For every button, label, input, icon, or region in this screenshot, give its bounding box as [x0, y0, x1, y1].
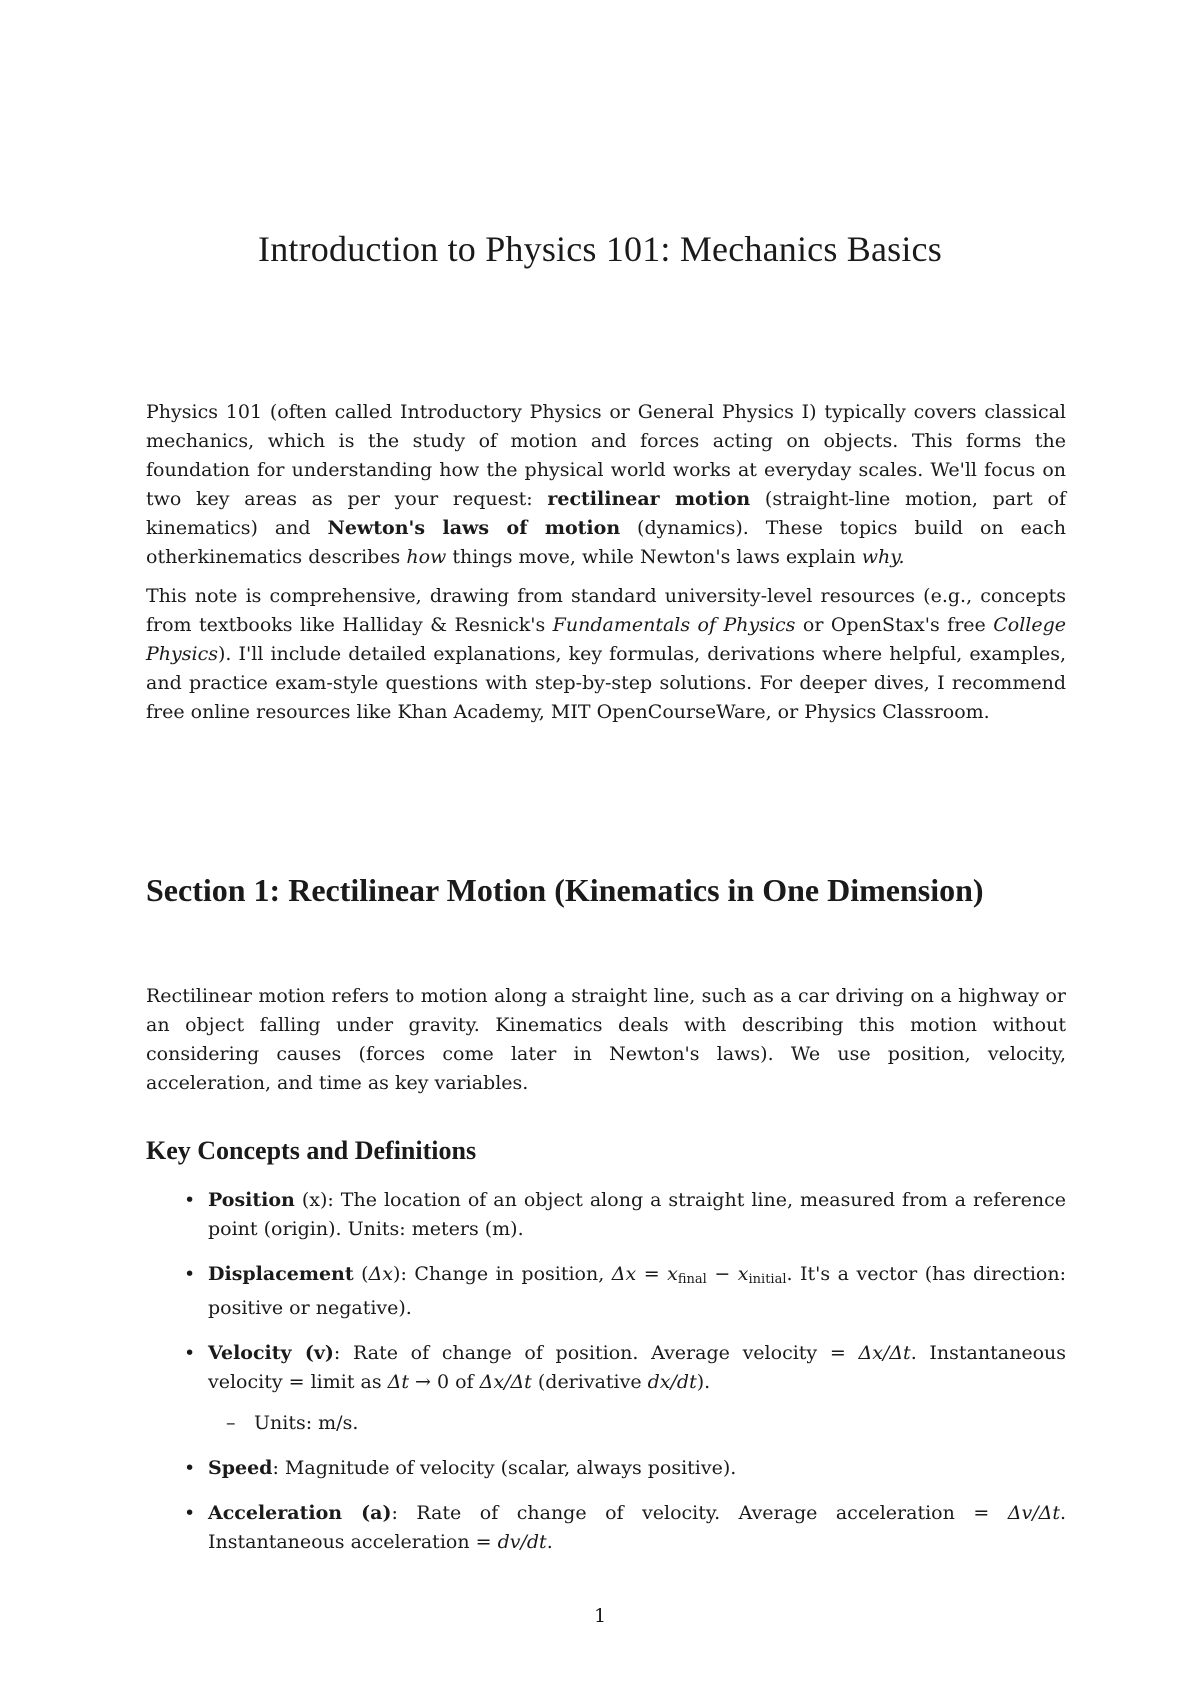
symbol-displacement: Δx	[368, 1263, 394, 1285]
velocity-sub-list	[208, 1409, 1066, 1438]
list-item-position	[146, 1186, 1066, 1244]
emphasis-newtons-laws: Newton's laws of motion	[327, 517, 621, 539]
intro-p1-text-a: Physics 101 (often called Introductory Physics or General Physics I) typically covers classical mechanics, which is the study of motion and forces acting on objects. This forms the foundation for understanding how the physical world works at everyday scales. We'll focus on two key areas as per your request:	[146, 401, 1066, 510]
term-speed: Speed	[208, 1457, 273, 1479]
definition-velocity-e: ).	[696, 1371, 711, 1393]
intro-p1-text-c: (straight-line motion, part of kinematics) and	[146, 488, 1066, 539]
key-concepts-heading: Key Concepts and Definitions	[146, 1136, 477, 1165]
key-concepts-list	[146, 1186, 1066, 1573]
math-x-final: x	[667, 1263, 678, 1285]
paren-open: (	[353, 1263, 369, 1285]
bullet-icon: •	[184, 1502, 196, 1524]
symbol-velocity: (v)	[291, 1342, 334, 1364]
math-derivative-dx-dt: dx/dt	[647, 1371, 697, 1393]
intro-p1-text-d: (dynamics). These topics build on each otherkinematics describes	[146, 517, 1066, 568]
bullet-icon: •	[184, 1457, 196, 1479]
math-avg-velocity: Δx/Δt	[858, 1342, 911, 1364]
dash-icon: –	[226, 1412, 236, 1434]
document-title: Introduction to Physics 101: Mechanics Basics	[258, 229, 942, 269]
intro-paragraph-2	[146, 582, 1066, 727]
intro-section	[146, 398, 1066, 737]
definition-acceleration-a: : Rate of change of velocity. Average acceleration =	[391, 1502, 1008, 1524]
list-item-velocity	[146, 1339, 1066, 1438]
math-minus: −	[706, 1263, 738, 1285]
intro-paragraph-1	[146, 398, 1066, 572]
definition-displacement-a: : Change in position,	[400, 1263, 612, 1285]
math-delta-t: Δt	[387, 1371, 409, 1393]
bullet-icon: •	[184, 1263, 196, 1285]
subscript-final: final	[677, 1272, 707, 1287]
italic-how: how	[406, 546, 447, 568]
math-equals: =	[636, 1263, 668, 1285]
definition-velocity-b: . Instantaneous velocity = limit as	[208, 1342, 1066, 1393]
list-item-acceleration	[146, 1499, 1066, 1557]
term-velocity: Velocity	[208, 1342, 292, 1364]
velocity-units-text: Units: m/s.	[254, 1412, 359, 1434]
paren-close: )	[393, 1263, 401, 1285]
definition-speed: : Magnitude of velocity (scalar, always positive).	[272, 1457, 737, 1479]
intro-p2-text-c: ). I'll include detailed explanations, key formulas, derivations where helpful, examples, and practice exam-style questions with step-by-step solutions. For deeper dives, I recommend free online resources like Khan Academy, MIT OpenCourseWare, or Physics Classroom.	[146, 643, 1066, 723]
section-1-paragraph: Rectilinear motion refers to motion along a straight line, such as a car driving on a highway or an object falling under gravity. Kinematics deals with describing this motion without considering causes (forces come later in Newton's laws). We use position, velocity, acceleration, and time as key variables.	[146, 985, 1066, 1094]
list-item-displacement	[146, 1260, 1066, 1323]
book-title-fundamentals: Fundamentals of Physics	[552, 614, 796, 636]
bullet-icon: •	[184, 1189, 196, 1211]
bullet-icon: •	[184, 1342, 196, 1364]
math-avg-acceleration: Δv/Δt	[1007, 1502, 1060, 1524]
term-acceleration: Acceleration	[208, 1502, 343, 1524]
term-displacement: Displacement	[208, 1263, 354, 1285]
intro-p1-text-e: things move, while Newton's laws explain	[446, 546, 862, 568]
definition-acceleration-b: . Instantaneous acceleration =	[208, 1502, 1067, 1553]
section-1-body	[146, 982, 1066, 1108]
emphasis-rectilinear-motion: rectilinear motion	[547, 488, 751, 510]
definition-acceleration-c: .	[546, 1531, 553, 1553]
math-dx-dt-ratio: Δx/Δt	[479, 1371, 532, 1393]
definition-position: : The location of an object along a straight line, measured from a reference point (origin). Units: meters (m).	[208, 1189, 1066, 1240]
math-x-initial: x	[737, 1263, 749, 1285]
page-number: 1	[593, 1605, 607, 1627]
definition-velocity-d: (derivative	[531, 1371, 648, 1393]
list-item-speed	[146, 1454, 1066, 1483]
book-title-college-physics: College Physics	[146, 614, 1066, 665]
definition-velocity-a: : Rate of change of position. Average velocity =	[333, 1342, 859, 1364]
definition-velocity-c: → 0 of	[408, 1371, 480, 1393]
math-delta-x: Δx	[611, 1263, 637, 1285]
math-dv-dt: dv/dt	[497, 1531, 547, 1553]
symbol-acceleration: (a)	[342, 1502, 392, 1524]
list-item-velocity-units	[208, 1409, 1066, 1438]
italic-why: why.	[861, 546, 905, 568]
intro-p2-text-a: This note is comprehensive, drawing from standard university-level resources (e.g., concepts from textbooks like Halliday & Resnick's	[146, 585, 1066, 636]
symbol-position: (x)	[294, 1189, 328, 1211]
term-position: Position	[208, 1189, 295, 1211]
definition-displacement-b: . It's a vector (has direction: positive or negative).	[208, 1263, 1067, 1319]
subscript-initial: initial	[748, 1272, 787, 1287]
section-1-heading: Section 1: Rectilinear Motion (Kinematics in One Dimension)	[146, 872, 984, 908]
intro-p2-text-b: or OpenStax's free	[795, 614, 994, 636]
